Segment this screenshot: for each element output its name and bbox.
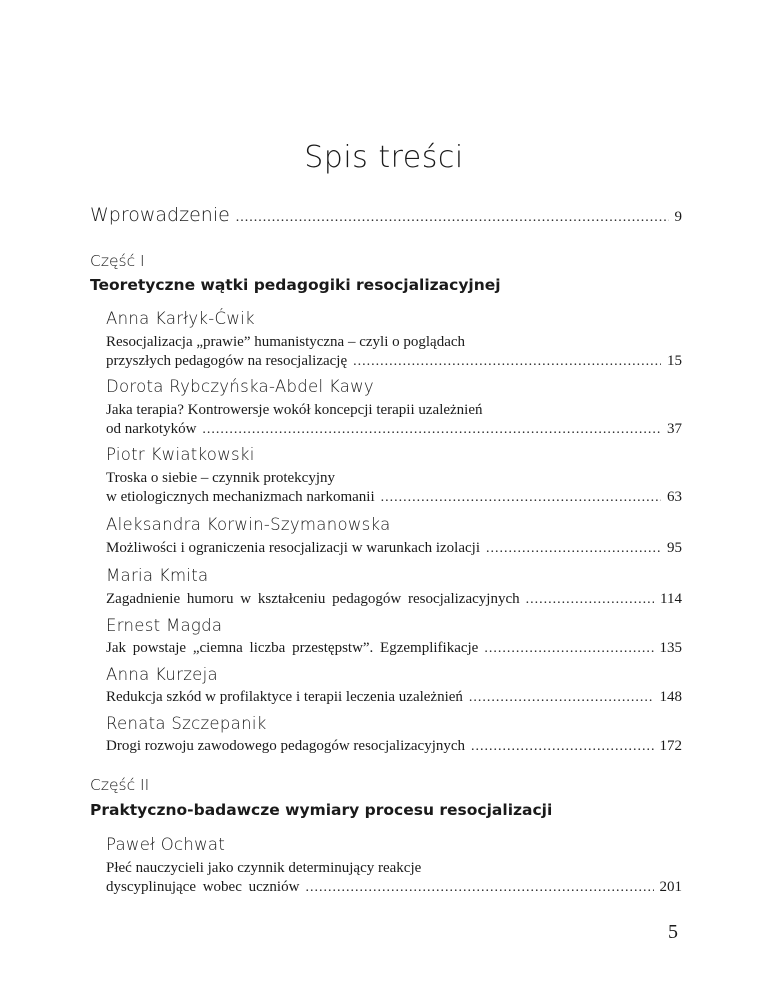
toc-entry[interactable]	[106, 591, 682, 608]
dot-leader	[236, 210, 669, 226]
part-label: Część I	[90, 252, 145, 270]
entry-author: Piotr Kwiatkowski	[106, 445, 255, 464]
intro-page: 9	[674, 209, 682, 225]
toc-entry[interactable]	[106, 540, 682, 557]
entry-author: Anna Karłyk-Ćwik	[106, 309, 255, 328]
entry-page: 37	[667, 421, 682, 437]
entry-title-line: Płeć nauczycieli jako czynnik determinujący reakcje	[106, 860, 422, 876]
entry-author: Renata Szczepanik	[106, 714, 267, 733]
entry-author: Paweł Ochwat	[106, 835, 226, 854]
entry-title-line: przyszłych pedagogów na resocjalizację	[106, 353, 348, 369]
dot-leader	[305, 880, 653, 896]
entry-author: Ernest Magda	[106, 616, 223, 635]
toc-entry-intro[interactable]	[90, 204, 682, 226]
entry-title-line: w etiologicznych mechanizmach narkomanii	[106, 489, 375, 505]
entry-title-line: Możliwości i ograniczenia resocjalizacji w warunkach izolacji	[106, 540, 481, 556]
dot-leader	[381, 490, 661, 506]
part-title: Teoretyczne wątki pedagogiki resocjalizacyjnej	[90, 276, 501, 294]
entry-page: 15	[667, 353, 682, 369]
entry-title-line: Resocjalizacja „prawie” humanistyczna – czyli o poglądach	[106, 334, 466, 350]
toc-entry[interactable]	[106, 640, 682, 657]
entry-page: 201	[659, 879, 682, 895]
dot-leader	[202, 422, 661, 438]
dot-leader	[486, 541, 661, 557]
intro-label: Wprowadzenie	[90, 204, 230, 226]
entry-page: 95	[667, 540, 682, 556]
part-label: Część II	[90, 776, 150, 794]
entry-title-line: Drogi rozwoju zawodowego pedagogów resocjalizacyjnych	[106, 738, 466, 754]
entry-author: Maria Kmita	[106, 566, 209, 585]
entry-page: 63	[667, 489, 682, 505]
entry-author: Anna Kurzeja	[106, 665, 218, 684]
entry-title-line: od narkotyków	[106, 421, 197, 437]
entry-title-line: Redukcja szkód w profilaktyce i terapii leczenia uzależnień	[106, 689, 463, 705]
part-title: Praktyczno-badawcze wymiary procesu resocjalizacji	[90, 801, 553, 819]
entry-title-line: Zagadnienie humoru w kształceniu pedagogów resocjalizacyjnych	[106, 591, 520, 607]
page-title: Spis treści	[304, 140, 464, 175]
entry-title-line: Troska o siebie – czynnik protekcyjny	[106, 470, 335, 486]
entry-author: Dorota Rybczyńska-Abdel Kawy	[106, 377, 374, 396]
entry-title-line: Jak powstaje „ciemna liczba przestępstw”. Egzemplifikacje	[106, 640, 479, 656]
dot-leader	[471, 739, 653, 755]
toc-entry[interactable]	[106, 421, 682, 438]
entry-page: 114	[660, 591, 682, 607]
dot-leader	[526, 592, 654, 608]
dot-leader	[353, 354, 661, 370]
toc-entry[interactable]	[106, 489, 682, 506]
entry-title-line: Jaka terapia? Kontrowersje wokół koncepcji terapii uzależnień	[106, 402, 483, 418]
toc-entry[interactable]	[106, 879, 682, 896]
entry-title-line: dyscyplinujące wobec uczniów	[106, 879, 300, 895]
entry-page: 148	[659, 689, 682, 705]
dot-leader	[469, 690, 654, 706]
toc-entry[interactable]	[106, 738, 682, 755]
entry-author: Aleksandra Korwin-Szymanowska	[106, 515, 391, 534]
entry-page: 135	[659, 640, 682, 656]
toc-entry[interactable]	[106, 689, 682, 706]
page-number: 5	[668, 921, 678, 943]
entry-page: 172	[659, 738, 682, 754]
toc-entry[interactable]	[106, 353, 682, 370]
dot-leader	[484, 641, 653, 657]
